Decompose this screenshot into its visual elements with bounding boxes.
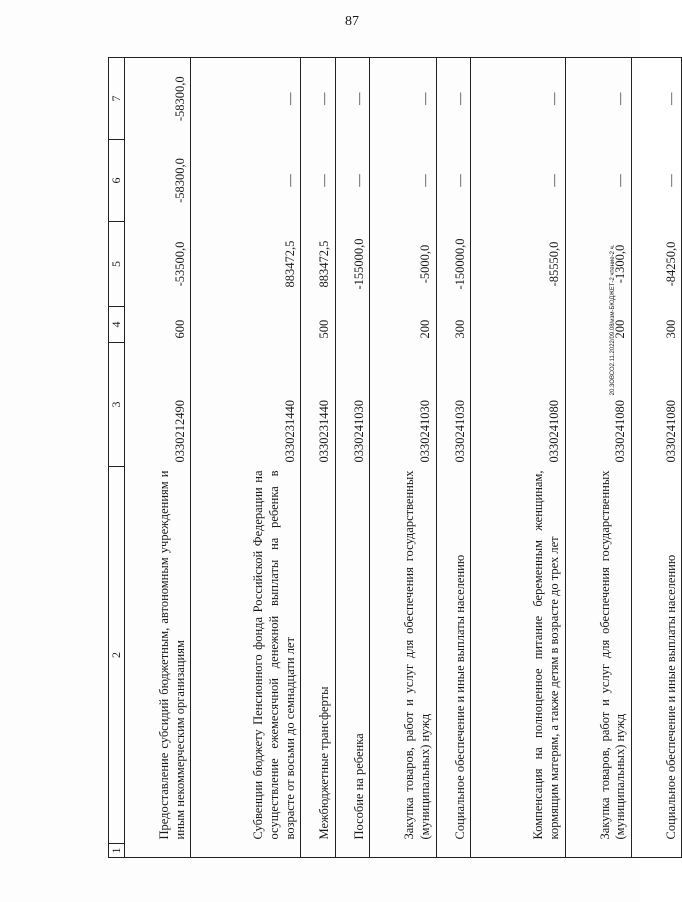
row-name-cell: Социальное обеспечение и иные выплаты населению	[436, 467, 471, 844]
row-amount-2023-cell: —	[335, 140, 370, 222]
row-csr-cell: 0330212490	[125, 343, 191, 467]
row-name-cell: Межбюджетные трансферты	[301, 467, 336, 844]
row-vr-cell	[471, 307, 565, 343]
table-row	[370, 58, 436, 858]
budget-table	[108, 57, 682, 858]
table-row	[471, 58, 565, 858]
row-csr-cell: 0330241080	[631, 343, 682, 467]
row-vr-cell: 200	[370, 307, 436, 343]
row-amount-2024-cell: —	[301, 58, 336, 140]
row-amount-2023-cell: —	[370, 140, 436, 222]
side-stamp-text: 20.3ОВСО2.11.2022/09.08/изм-БЮДЖЕТ-2 чтение-2 ч.	[610, 244, 616, 396]
row-amount-2024-cell: —	[565, 58, 631, 140]
table-row	[191, 58, 301, 858]
row-number-cell	[301, 844, 336, 858]
row-vr-cell: 300	[436, 307, 471, 343]
row-amount-2022-cell: -53500,0	[125, 222, 191, 307]
row-amount-2022-cell: -155000,0	[335, 222, 370, 307]
row-csr-cell: 0330241080	[471, 343, 565, 467]
row-csr-cell: 0330241030	[436, 343, 471, 467]
row-amount-2024-cell: —	[436, 58, 471, 140]
row-name-cell: Компенсация на полноценное питание беременным женщинам, кормящим матерям, а также детям в возрасте до трех лет	[471, 467, 565, 844]
row-name-cell: Социальное обеспечение и иные выплаты населению	[631, 467, 682, 844]
row-vr-cell	[335, 307, 370, 343]
row-amount-2023-cell: —	[191, 140, 301, 222]
row-amount-2023-cell: —	[301, 140, 336, 222]
row-amount-2022-cell: -84250,0	[631, 222, 682, 307]
header-col-1: 1	[109, 844, 125, 858]
row-vr-cell: 600	[125, 307, 191, 343]
row-number-cell	[565, 844, 631, 858]
row-amount-2023-cell: -58300,0	[125, 140, 191, 222]
row-number-cell	[436, 844, 471, 858]
row-vr-cell: 300	[631, 307, 682, 343]
row-amount-2024-cell: —	[631, 58, 682, 140]
row-vr-cell: 200	[565, 307, 631, 343]
row-number-cell	[370, 844, 436, 858]
row-amount-2024-cell: -58300,0	[125, 58, 191, 140]
table-row	[125, 58, 191, 858]
row-amount-2023-cell: —	[436, 140, 471, 222]
row-name-cell: Закупка товаров, работ и услуг для обеспечения государственных (муниципальных) нужд	[565, 467, 631, 844]
header-col-2: 2	[109, 467, 125, 844]
row-csr-cell: 0330241030	[370, 343, 436, 467]
row-amount-2024-cell: —	[370, 58, 436, 140]
table-row	[335, 58, 370, 858]
row-vr-cell: 500	[301, 307, 336, 343]
row-amount-2022-cell: -1300,0	[565, 222, 631, 307]
row-amount-2024-cell: —	[471, 58, 565, 140]
row-csr-cell: 0330231440	[301, 343, 336, 467]
page-number: 87	[345, 14, 359, 29]
row-name-cell: Предоставление субсидий бюджетным, автономным учреждениям и иным некоммерческим организациям	[125, 467, 191, 844]
table-header-row	[109, 58, 125, 858]
row-number-cell	[471, 844, 565, 858]
row-number-cell	[191, 844, 301, 858]
row-amount-2022-cell: 883472,5	[301, 222, 336, 307]
table-row	[565, 58, 631, 858]
row-amount-2023-cell: —	[631, 140, 682, 222]
row-amount-2022-cell: -85550,0	[471, 222, 565, 307]
row-amount-2023-cell: —	[471, 140, 565, 222]
table-row	[631, 58, 682, 858]
row-name-cell: Субвенции бюджету Пенсионного фонда Российской Федерации на осуществление ежемесячной денежной выплаты на ребенка в возрасте от восьми до семнадцати лет	[191, 467, 301, 844]
row-number-cell	[125, 844, 191, 858]
row-amount-2022-cell: -150000,0	[436, 222, 471, 307]
row-vr-cell	[191, 307, 301, 343]
row-name-cell: Пособие на ребенка	[335, 467, 370, 844]
row-amount-2023-cell: —	[565, 140, 631, 222]
row-csr-cell: 0330241030	[335, 343, 370, 467]
header-col-4: 4	[109, 307, 125, 343]
row-amount-2022-cell: -5000,0	[370, 222, 436, 307]
row-amount-2024-cell: —	[335, 58, 370, 140]
row-name-cell: Закупка товаров, работ и услуг для обеспечения государственных (муниципальных) нужд	[370, 467, 436, 844]
table-row	[301, 58, 336, 858]
row-amount-2024-cell: —	[191, 58, 301, 140]
row-amount-2022-cell: 883472,5	[191, 222, 301, 307]
row-number-cell	[631, 844, 682, 858]
table-body	[125, 58, 682, 858]
row-number-cell	[335, 844, 370, 858]
header-col-5: 5	[109, 222, 125, 307]
table-row	[436, 58, 471, 858]
header-col-7: 7	[109, 58, 125, 140]
header-col-3: 3	[109, 343, 125, 467]
row-csr-cell: 0330241080	[565, 343, 631, 467]
header-col-6: 6	[109, 140, 125, 222]
row-csr-cell: 0330231440	[191, 343, 301, 467]
